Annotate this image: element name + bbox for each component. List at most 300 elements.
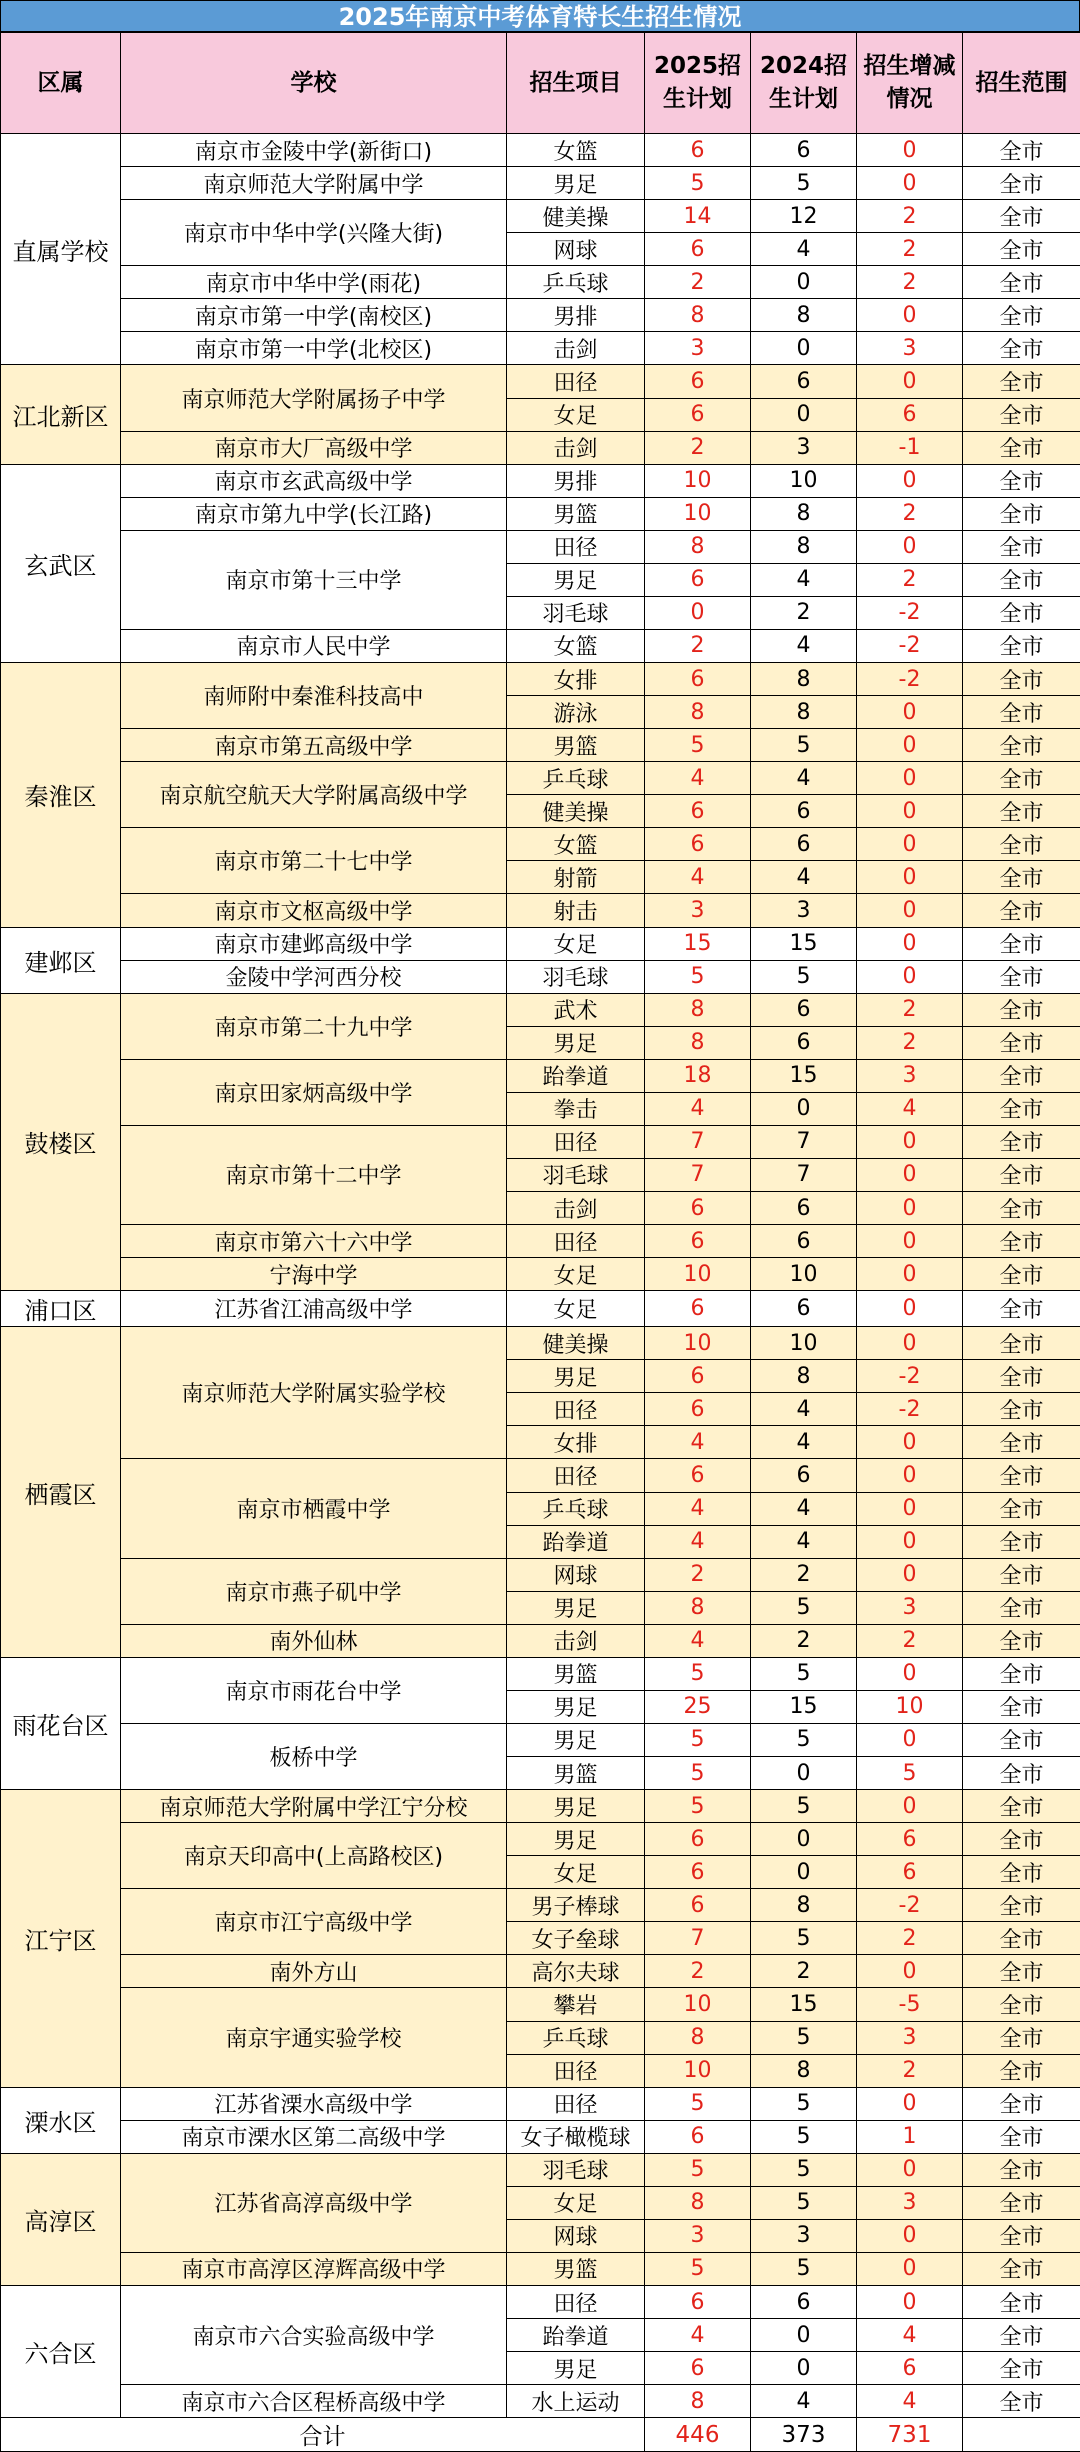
scope-cell: 全市 (963, 2219, 1080, 2252)
plan-2025-cell: 15 (645, 927, 751, 960)
scope-cell: 全市 (963, 1690, 1080, 1723)
plan-2025-cell: 3 (645, 894, 751, 927)
plan-2024-cell: 8 (751, 1360, 857, 1393)
change-cell: 0 (857, 1225, 963, 1258)
plan-2024-cell: 6 (751, 993, 857, 1026)
scope-cell: 全市 (963, 2286, 1080, 2319)
plan-2025-cell: 7 (645, 1922, 751, 1955)
change-cell: 0 (857, 365, 963, 398)
change-cell: 2 (857, 200, 963, 233)
scope-cell: 全市 (963, 1988, 1080, 2021)
table-row (1, 1327, 1080, 1360)
school-cell: 江苏省江浦高级中学 (121, 1291, 507, 1327)
change-cell: 0 (857, 861, 963, 894)
table-body (1, 134, 1080, 2418)
plan-2025-cell: 5 (645, 167, 751, 200)
scope-cell: 全市 (963, 1955, 1080, 1988)
plan-2025-cell: 6 (645, 795, 751, 828)
plan-2024-cell: 2 (751, 1558, 857, 1591)
table-row (1, 1657, 1080, 1690)
table-row (1, 762, 1080, 795)
scope-cell: 全市 (963, 1125, 1080, 1158)
scope-cell: 全市 (963, 299, 1080, 332)
table-row (1, 299, 1080, 332)
school-cell: 南京市六合实验高级中学 (121, 2286, 507, 2385)
plan-2025-cell: 10 (645, 497, 751, 530)
plan-2024-cell: 3 (751, 894, 857, 927)
plan-2024-cell: 4 (751, 563, 857, 596)
plan-2025-cell: 8 (645, 2021, 751, 2054)
plan-2025-cell: 4 (645, 1092, 751, 1125)
plan-2024-cell: 6 (751, 795, 857, 828)
change-cell: 2 (857, 563, 963, 596)
plan-2024-cell: 0 (751, 332, 857, 365)
plan-2025-cell: 4 (645, 1426, 751, 1459)
plan-2025-cell: 5 (645, 1790, 751, 1823)
plan-2024-cell: 5 (751, 1790, 857, 1823)
scope-cell: 全市 (963, 266, 1080, 299)
plan-2025-cell: 6 (645, 365, 751, 398)
table-row (1, 1955, 1080, 1988)
district-cell: 高淳区 (1, 2153, 121, 2285)
scope-cell: 全市 (963, 2120, 1080, 2153)
change-cell: 0 (857, 2252, 963, 2285)
school-cell: 南京市第十二中学 (121, 1125, 507, 1224)
sport-cell: 乒乓球 (507, 266, 645, 299)
school-cell: 南京市雨花台中学 (121, 1657, 507, 1723)
change-cell: 0 (857, 1657, 963, 1690)
table-row (1, 1291, 1080, 1327)
scope-cell: 全市 (963, 431, 1080, 464)
plan-2025-cell: 6 (645, 134, 751, 167)
plan-2025-cell: 4 (645, 1492, 751, 1525)
plan-2024-cell: 5 (751, 2153, 857, 2186)
sport-cell: 男篮 (507, 1657, 645, 1690)
change-cell: 4 (857, 1092, 963, 1125)
district-cell: 直属学校 (1, 134, 121, 365)
table-row (1, 134, 1080, 167)
plan-2024-cell: 6 (751, 1192, 857, 1225)
header-scope: 招生范围 (963, 33, 1080, 134)
table-row (1, 828, 1080, 861)
sport-cell: 女篮 (507, 828, 645, 861)
scope-cell: 全市 (963, 497, 1080, 530)
table-row (1, 431, 1080, 464)
plan-2025-cell: 4 (645, 762, 751, 795)
plan-2024-cell: 8 (751, 2054, 857, 2087)
change-cell: 0 (857, 960, 963, 993)
plan-2024-cell: 0 (751, 2319, 857, 2352)
header-sport: 招生项目 (507, 33, 645, 134)
change-cell: 10 (857, 1690, 963, 1723)
change-cell: 2 (857, 497, 963, 530)
sport-cell: 高尔夫球 (507, 1955, 645, 1988)
sport-cell: 田径 (507, 1225, 645, 1258)
sport-cell: 男足 (507, 167, 645, 200)
school-cell: 南京市栖霞中学 (121, 1459, 507, 1558)
header-change: 招生增减情况 (857, 33, 963, 134)
sport-cell: 跆拳道 (507, 1059, 645, 1092)
plan-2025-cell: 5 (645, 2153, 751, 2186)
table-row (1, 365, 1080, 398)
district-cell: 栖霞区 (1, 1327, 121, 1658)
scope-cell: 全市 (963, 1291, 1080, 1327)
scope-cell: 全市 (963, 1922, 1080, 1955)
change-cell: -2 (857, 596, 963, 629)
sport-cell: 女足 (507, 1258, 645, 1291)
scope-cell: 全市 (963, 464, 1080, 497)
change-cell: 3 (857, 1059, 963, 1092)
change-cell: 0 (857, 1525, 963, 1558)
scope-cell: 全市 (963, 663, 1080, 696)
table-row (1, 1889, 1080, 1922)
change-cell: 3 (857, 332, 963, 365)
sport-cell: 乒乓球 (507, 2021, 645, 2054)
plan-2025-cell: 3 (645, 2219, 751, 2252)
change-cell: 1 (857, 2120, 963, 2153)
plan-2025-cell: 6 (645, 1291, 751, 1327)
plan-2024-cell: 4 (751, 1492, 857, 1525)
change-cell: 0 (857, 2153, 963, 2186)
plan-2025-cell: 6 (645, 1889, 751, 1922)
sport-cell: 女篮 (507, 629, 645, 662)
change-cell: 3 (857, 1591, 963, 1624)
table-row (1, 332, 1080, 365)
plan-2024-cell: 4 (751, 861, 857, 894)
table-row (1, 2087, 1080, 2120)
change-cell: 0 (857, 530, 963, 563)
school-cell: 南京市中华中学(兴隆大街) (121, 200, 507, 266)
plan-2025-cell: 6 (645, 233, 751, 266)
sport-cell: 田径 (507, 530, 645, 563)
school-cell: 南京师范大学附属扬子中学 (121, 365, 507, 431)
total-plan-2025: 446 (645, 2418, 751, 2452)
table-row (1, 663, 1080, 696)
change-cell: 2 (857, 993, 963, 1026)
plan-2024-cell: 15 (751, 927, 857, 960)
plan-2024-cell: 0 (751, 398, 857, 431)
district-cell: 六合区 (1, 2286, 121, 2418)
scope-cell: 全市 (963, 1360, 1080, 1393)
sport-cell: 男篮 (507, 1757, 645, 1790)
change-cell: -2 (857, 1889, 963, 1922)
sport-cell: 击剑 (507, 1624, 645, 1657)
school-cell: 南外方山 (121, 1955, 507, 1988)
plan-2024-cell: 4 (751, 629, 857, 662)
scope-cell: 全市 (963, 1856, 1080, 1889)
sport-cell: 羽毛球 (507, 960, 645, 993)
scope-cell: 全市 (963, 2385, 1080, 2418)
scope-cell: 全市 (963, 1823, 1080, 1856)
scope-cell: 全市 (963, 233, 1080, 266)
sport-cell: 水上运动 (507, 2385, 645, 2418)
change-cell: 0 (857, 927, 963, 960)
school-cell: 南京市第一中学(北校区) (121, 332, 507, 365)
sport-cell: 跆拳道 (507, 2319, 645, 2352)
scope-cell: 全市 (963, 1525, 1080, 1558)
sport-cell: 男足 (507, 1026, 645, 1059)
plan-2024-cell: 8 (751, 663, 857, 696)
plan-2025-cell: 7 (645, 1158, 751, 1191)
table-row (1, 1225, 1080, 1258)
change-cell: 6 (857, 2352, 963, 2385)
scope-cell: 全市 (963, 2054, 1080, 2087)
change-cell: 2 (857, 1026, 963, 1059)
school-cell: 南京市第六十六中学 (121, 1225, 507, 1258)
scope-cell: 全市 (963, 1492, 1080, 1525)
scope-cell: 全市 (963, 1158, 1080, 1191)
plan-2025-cell: 14 (645, 200, 751, 233)
sport-cell: 网球 (507, 233, 645, 266)
plan-2025-cell: 6 (645, 2286, 751, 2319)
sport-cell: 男排 (507, 299, 645, 332)
table-title: 2025年南京中考体育特长生招生情况 (0, 0, 1080, 32)
school-cell: 南京市第十三中学 (121, 530, 507, 629)
plan-2024-cell: 15 (751, 1988, 857, 2021)
plan-2025-cell: 2 (645, 1558, 751, 1591)
sport-cell: 健美操 (507, 795, 645, 828)
table-row (1, 464, 1080, 497)
change-cell: 2 (857, 1624, 963, 1657)
sport-cell: 羽毛球 (507, 2153, 645, 2186)
sport-cell: 男排 (507, 464, 645, 497)
plan-2024-cell: 5 (751, 1922, 857, 1955)
scope-cell: 全市 (963, 134, 1080, 167)
school-cell: 南京市燕子矶中学 (121, 1558, 507, 1624)
table-row (1, 2286, 1080, 2319)
plan-2024-cell: 0 (751, 1856, 857, 1889)
change-cell: -2 (857, 1360, 963, 1393)
scope-cell: 全市 (963, 1624, 1080, 1657)
change-cell: 0 (857, 1955, 963, 1988)
sport-cell: 羽毛球 (507, 1158, 645, 1191)
table-row (1, 1790, 1080, 1823)
school-cell: 南京市第二十九中学 (121, 993, 507, 1059)
table-row (1, 530, 1080, 563)
scope-cell: 全市 (963, 1723, 1080, 1756)
plan-2025-cell: 10 (645, 1327, 751, 1360)
scope-cell: 全市 (963, 795, 1080, 828)
scope-cell: 全市 (963, 927, 1080, 960)
header-district: 区属 (1, 33, 121, 134)
change-cell: 3 (857, 2021, 963, 2054)
scope-cell: 全市 (963, 200, 1080, 233)
plan-2024-cell: 0 (751, 2352, 857, 2385)
plan-2025-cell: 6 (645, 1393, 751, 1426)
plan-2024-cell: 0 (751, 1092, 857, 1125)
table-row (1, 2252, 1080, 2285)
plan-2025-cell: 5 (645, 1723, 751, 1756)
change-cell: 0 (857, 1327, 963, 1360)
change-cell: 4 (857, 2385, 963, 2418)
plan-2024-cell: 10 (751, 464, 857, 497)
sport-cell: 田径 (507, 1393, 645, 1426)
school-cell: 南京市第九中学(长江路) (121, 497, 507, 530)
plan-2025-cell: 0 (645, 596, 751, 629)
plan-2024-cell: 6 (751, 1026, 857, 1059)
plan-2024-cell: 8 (751, 1889, 857, 1922)
table-row (1, 1624, 1080, 1657)
plan-2024-cell: 2 (751, 1955, 857, 1988)
scope-cell: 全市 (963, 1790, 1080, 1823)
sport-cell: 女子橄榄球 (507, 2120, 645, 2153)
change-cell: 0 (857, 134, 963, 167)
school-cell: 南京宇通实验学校 (121, 1988, 507, 2087)
plan-2024-cell: 4 (751, 2385, 857, 2418)
scope-cell: 全市 (963, 563, 1080, 596)
sport-cell: 健美操 (507, 1327, 645, 1360)
sport-cell: 田径 (507, 2087, 645, 2120)
change-cell: -2 (857, 663, 963, 696)
plan-2025-cell: 4 (645, 1525, 751, 1558)
change-cell: 0 (857, 1258, 963, 1291)
sport-cell: 男足 (507, 1360, 645, 1393)
school-cell: 南京市人民中学 (121, 629, 507, 662)
header-plan-2025: 2025招生计划 (645, 33, 751, 134)
school-cell: 板桥中学 (121, 1723, 507, 1789)
total-scope (963, 2418, 1080, 2452)
table-row (1, 1258, 1080, 1291)
plan-2025-cell: 8 (645, 696, 751, 729)
table-row (1, 1125, 1080, 1158)
table-row (1, 729, 1080, 762)
scope-cell: 全市 (963, 2021, 1080, 2054)
table-row (1, 1988, 1080, 2021)
sport-cell: 男篮 (507, 497, 645, 530)
plan-2025-cell: 5 (645, 2252, 751, 2285)
plan-2024-cell: 3 (751, 2219, 857, 2252)
change-cell: 0 (857, 2087, 963, 2120)
school-cell: 南京市第二十七中学 (121, 828, 507, 894)
plan-2024-cell: 0 (751, 1823, 857, 1856)
sport-cell: 男足 (507, 1591, 645, 1624)
plan-2024-cell: 0 (751, 1757, 857, 1790)
plan-2024-cell: 8 (751, 497, 857, 530)
sport-cell: 射箭 (507, 861, 645, 894)
scope-cell: 全市 (963, 2186, 1080, 2219)
change-cell: 0 (857, 1291, 963, 1327)
plan-2025-cell: 25 (645, 1690, 751, 1723)
plan-2024-cell: 2 (751, 1624, 857, 1657)
school-cell: 南京市文枢高级中学 (121, 894, 507, 927)
plan-2025-cell: 6 (645, 2352, 751, 2385)
district-cell: 浦口区 (1, 1291, 121, 1327)
plan-2024-cell: 6 (751, 1459, 857, 1492)
school-cell: 江苏省溧水高级中学 (121, 2087, 507, 2120)
school-cell: 南京市中华中学(雨花) (121, 266, 507, 299)
school-cell: 南京师范大学附属中学江宁分校 (121, 1790, 507, 1823)
change-cell: 0 (857, 299, 963, 332)
change-cell: 0 (857, 2219, 963, 2252)
plan-2025-cell: 3 (645, 332, 751, 365)
sport-cell: 男足 (507, 1790, 645, 1823)
table-row (1, 993, 1080, 1026)
sport-cell: 乒乓球 (507, 762, 645, 795)
plan-2024-cell: 6 (751, 365, 857, 398)
scope-cell: 全市 (963, 1059, 1080, 1092)
scope-cell: 全市 (963, 398, 1080, 431)
sport-cell: 女排 (507, 1426, 645, 1459)
sport-cell: 女排 (507, 663, 645, 696)
school-cell: 南京市溧水区第二高级中学 (121, 2120, 507, 2153)
plan-2025-cell: 10 (645, 1258, 751, 1291)
district-cell: 玄武区 (1, 464, 121, 662)
school-cell: 南京天印高中(上高路校区) (121, 1823, 507, 1889)
change-cell: -1 (857, 431, 963, 464)
sport-cell: 武术 (507, 993, 645, 1026)
scope-cell: 全市 (963, 1393, 1080, 1426)
header-plan-2024: 2024招生计划 (751, 33, 857, 134)
change-cell: 0 (857, 1459, 963, 1492)
plan-2024-cell: 5 (751, 729, 857, 762)
scope-cell: 全市 (963, 2352, 1080, 2385)
change-cell: 0 (857, 1125, 963, 1158)
change-cell: 6 (857, 1823, 963, 1856)
district-cell: 溧水区 (1, 2087, 121, 2153)
enrollment-table (0, 32, 1080, 2452)
scope-cell: 全市 (963, 894, 1080, 927)
scope-cell: 全市 (963, 365, 1080, 398)
plan-2024-cell: 4 (751, 1525, 857, 1558)
scope-cell: 全市 (963, 1225, 1080, 1258)
sport-cell: 男足 (507, 1823, 645, 1856)
change-cell: 0 (857, 1158, 963, 1191)
change-cell: 4 (857, 2319, 963, 2352)
plan-2025-cell: 6 (645, 663, 751, 696)
school-cell: 南外仙林 (121, 1624, 507, 1657)
scope-cell: 全市 (963, 1889, 1080, 1922)
scope-cell: 全市 (963, 1558, 1080, 1591)
change-cell: 0 (857, 1192, 963, 1225)
scope-cell: 全市 (963, 1192, 1080, 1225)
sport-cell: 女足 (507, 1291, 645, 1327)
table-row (1, 2153, 1080, 2186)
plan-2025-cell: 2 (645, 266, 751, 299)
header-row (1, 33, 1080, 134)
plan-2025-cell: 6 (645, 2120, 751, 2153)
plan-2025-cell: 6 (645, 398, 751, 431)
plan-2024-cell: 5 (751, 2252, 857, 2285)
change-cell: 2 (857, 266, 963, 299)
plan-2025-cell: 7 (645, 1125, 751, 1158)
plan-2024-cell: 5 (751, 2186, 857, 2219)
plan-2025-cell: 6 (645, 563, 751, 596)
table-row (1, 2120, 1080, 2153)
plan-2024-cell: 15 (751, 1690, 857, 1723)
plan-2024-cell: 5 (751, 2120, 857, 2153)
sport-cell: 健美操 (507, 200, 645, 233)
table-row (1, 1059, 1080, 1092)
sport-cell: 男足 (507, 2352, 645, 2385)
plan-2024-cell: 8 (751, 299, 857, 332)
school-cell: 南京市江宁高级中学 (121, 1889, 507, 1955)
scope-cell: 全市 (963, 1327, 1080, 1360)
sport-cell: 男子棒球 (507, 1889, 645, 1922)
scope-cell: 全市 (963, 2252, 1080, 2285)
school-cell: 南京市大厂高级中学 (121, 431, 507, 464)
plan-2025-cell: 5 (645, 2087, 751, 2120)
district-cell: 江北新区 (1, 365, 121, 464)
change-cell: 0 (857, 729, 963, 762)
sport-cell: 田径 (507, 2286, 645, 2319)
scope-cell: 全市 (963, 2087, 1080, 2120)
plan-2024-cell: 15 (751, 1059, 857, 1092)
scope-cell: 全市 (963, 167, 1080, 200)
scope-cell: 全市 (963, 629, 1080, 662)
sport-cell: 女足 (507, 2186, 645, 2219)
plan-2025-cell: 4 (645, 861, 751, 894)
school-cell: 南京市第一中学(南校区) (121, 299, 507, 332)
